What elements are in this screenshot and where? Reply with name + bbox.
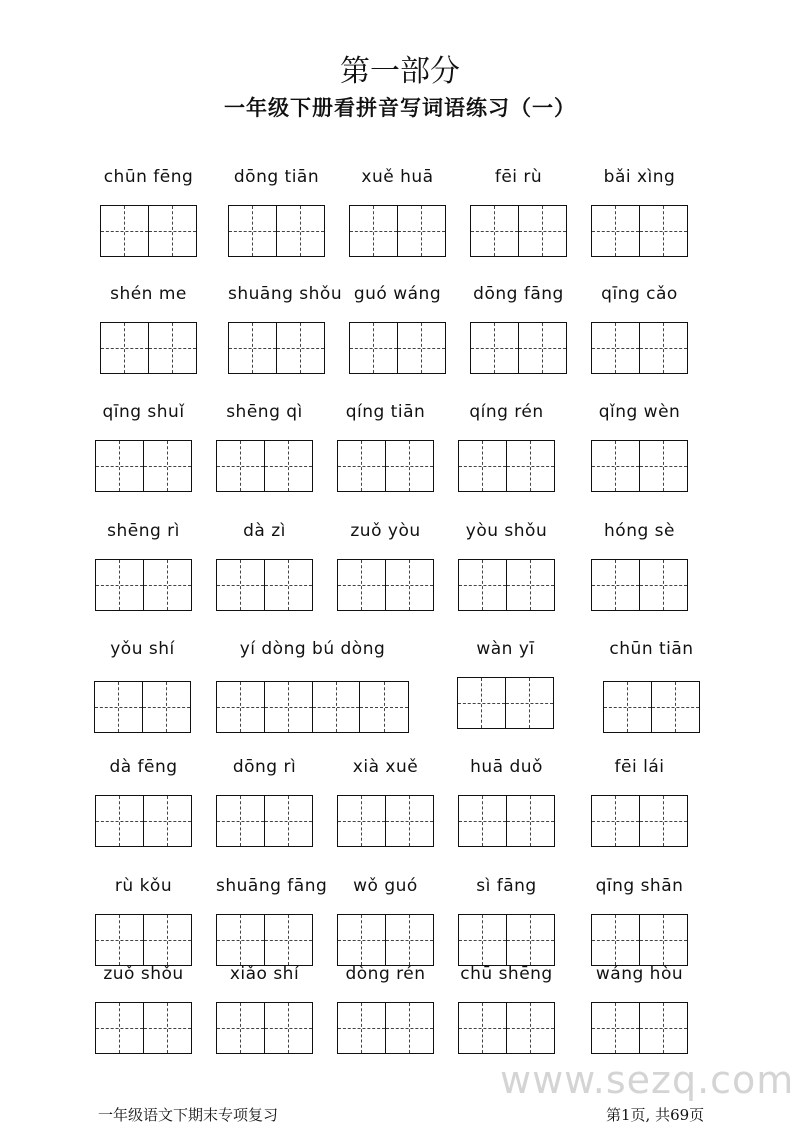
- tianzige-cell[interactable]: [144, 1003, 192, 1053]
- tianzige-cell[interactable]: [229, 323, 277, 373]
- writing-grid[interactable]: [337, 1002, 434, 1054]
- tianzige-cell[interactable]: [640, 441, 688, 491]
- pinyin-label: wáng hòu: [595, 964, 684, 984]
- writing-grid[interactable]: [591, 440, 688, 492]
- tianzige-cell[interactable]: [652, 682, 700, 732]
- pinyin-label: hóng sè: [604, 521, 675, 541]
- writing-grid[interactable]: [216, 440, 313, 492]
- writing-grid[interactable]: [458, 1002, 555, 1054]
- tianzige-cell[interactable]: [338, 915, 386, 965]
- tianzige-cell[interactable]: [96, 915, 144, 965]
- tianzige-cell[interactable]: [350, 206, 398, 256]
- pinyin-label: yí dòng bú dòng: [239, 639, 386, 659]
- tianzige-cell[interactable]: [265, 915, 313, 965]
- tianzige-cell[interactable]: [640, 915, 688, 965]
- tianzige-cell[interactable]: [95, 682, 143, 732]
- tianzige-cell[interactable]: [229, 206, 277, 256]
- writing-grid[interactable]: [458, 440, 555, 492]
- tianzige-cell[interactable]: [592, 441, 640, 491]
- pinyin-label: qǐng wèn: [598, 402, 681, 422]
- tianzige-cell[interactable]: [265, 441, 313, 491]
- writing-grid[interactable]: [94, 681, 191, 733]
- writing-grid[interactable]: [216, 795, 313, 847]
- tianzige-cell[interactable]: [386, 1003, 434, 1053]
- tianzige-cell[interactable]: [592, 915, 640, 965]
- pinyin-label: dà fēng: [109, 757, 178, 777]
- pinyin-label: chū shēng: [460, 964, 553, 984]
- tianzige-cell[interactable]: [149, 323, 197, 373]
- writing-grid[interactable]: [337, 795, 434, 847]
- tianzige-cell[interactable]: [96, 796, 144, 846]
- tianzige-cell[interactable]: [265, 682, 313, 732]
- writing-grid[interactable]: [591, 559, 688, 611]
- page-title: 第一部分: [340, 54, 460, 89]
- tianzige-cell[interactable]: [519, 206, 567, 256]
- pinyin-label: dòng rén: [345, 964, 426, 984]
- tianzige-cell[interactable]: [459, 1003, 507, 1053]
- pinyin-label: fēi rù: [494, 167, 543, 187]
- writing-grid[interactable]: [100, 205, 197, 257]
- tianzige-cell[interactable]: [507, 915, 555, 965]
- pinyin-label: guó wáng: [353, 284, 442, 304]
- writing-grid[interactable]: [349, 205, 446, 257]
- tianzige-cell[interactable]: [507, 796, 555, 846]
- watermark: www.sezq.com: [500, 1058, 795, 1102]
- tianzige-cell[interactable]: [398, 323, 446, 373]
- page-subtitle: 一年级下册看拼音写词语练习（一）: [224, 96, 576, 120]
- writing-grid[interactable]: [591, 1002, 688, 1054]
- tianzige-cell[interactable]: [398, 206, 446, 256]
- footer-page-number: 第1页, 共69页: [606, 1106, 705, 1124]
- pinyin-label: dōng tiān: [233, 167, 320, 187]
- writing-grid[interactable]: [458, 914, 555, 966]
- writing-grid[interactable]: [95, 795, 192, 847]
- tianzige-cell[interactable]: [459, 560, 507, 610]
- tianzige-cell[interactable]: [506, 678, 554, 728]
- tianzige-cell[interactable]: [338, 441, 386, 491]
- tianzige-cell[interactable]: [640, 206, 688, 256]
- tianzige-cell[interactable]: [386, 560, 434, 610]
- tianzige-cell[interactable]: [96, 441, 144, 491]
- tianzige-cell[interactable]: [458, 678, 506, 728]
- pinyin-label: chūn fēng: [103, 167, 194, 187]
- pinyin-label: shuāng shǒu: [228, 284, 343, 304]
- tianzige-cell[interactable]: [459, 441, 507, 491]
- tianzige-cell[interactable]: [350, 323, 398, 373]
- tianzige-cell[interactable]: [101, 206, 149, 256]
- writing-grid[interactable]: [337, 914, 434, 966]
- pinyin-label: fēi lái: [614, 757, 665, 777]
- tianzige-cell[interactable]: [96, 560, 144, 610]
- tianzige-cell[interactable]: [96, 1003, 144, 1053]
- pinyin-label: zuǒ shǒu: [103, 964, 184, 984]
- pinyin-label: rù kǒu: [114, 876, 173, 896]
- tianzige-cell[interactable]: [592, 1003, 640, 1053]
- pinyin-label: wǒ guó: [353, 876, 418, 896]
- tianzige-cell[interactable]: [507, 1003, 555, 1053]
- tianzige-cell[interactable]: [144, 796, 192, 846]
- pinyin-label: bǎi xìng: [603, 167, 676, 187]
- pinyin-label: xiǎo shí: [229, 964, 300, 984]
- writing-grid[interactable]: [591, 205, 688, 257]
- pinyin-label: dà zì: [243, 521, 286, 541]
- pinyin-label: shén me: [110, 284, 187, 304]
- tianzige-cell[interactable]: [101, 323, 149, 373]
- writing-grid[interactable]: [95, 1002, 192, 1054]
- pinyin-label: qíng rén: [469, 402, 544, 422]
- tianzige-cell[interactable]: [277, 206, 325, 256]
- pinyin-label: xià xuě: [352, 757, 419, 777]
- tianzige-cell[interactable]: [604, 682, 652, 732]
- tianzige-cell[interactable]: [143, 682, 191, 732]
- writing-grid[interactable]: [458, 559, 555, 611]
- writing-grid[interactable]: [591, 795, 688, 847]
- tianzige-cell[interactable]: [313, 682, 361, 732]
- tianzige-cell[interactable]: [471, 206, 519, 256]
- tianzige-cell[interactable]: [592, 796, 640, 846]
- writing-grid[interactable]: [216, 914, 313, 966]
- pinyin-label: qīng cǎo: [601, 284, 678, 304]
- writing-grid[interactable]: [591, 914, 688, 966]
- tianzige-cell[interactable]: [338, 796, 386, 846]
- writing-grid[interactable]: [228, 322, 325, 374]
- writing-grid[interactable]: [95, 440, 192, 492]
- tianzige-cell[interactable]: [592, 206, 640, 256]
- writing-grid[interactable]: [100, 322, 197, 374]
- tianzige-cell[interactable]: [217, 915, 265, 965]
- pinyin-label: shēng rì: [107, 521, 180, 541]
- tianzige-cell[interactable]: [640, 560, 688, 610]
- tianzige-cell[interactable]: [459, 915, 507, 965]
- tianzige-cell[interactable]: [459, 796, 507, 846]
- writing-grid[interactable]: [349, 322, 446, 374]
- tianzige-cell[interactable]: [217, 1003, 265, 1053]
- tianzige-cell[interactable]: [519, 323, 567, 373]
- writing-grid[interactable]: [337, 440, 434, 492]
- tianzige-cell[interactable]: [386, 441, 434, 491]
- pinyin-label: dōng rì: [232, 757, 297, 777]
- writing-grid[interactable]: [457, 677, 554, 729]
- writing-grid[interactable]: [216, 1002, 313, 1054]
- pinyin-label: yòu shǒu: [465, 521, 548, 541]
- writing-grid[interactable]: [216, 681, 409, 733]
- writing-grid[interactable]: [95, 914, 192, 966]
- writing-grid[interactable]: [603, 681, 700, 733]
- tianzige-cell[interactable]: [471, 323, 519, 373]
- tianzige-cell[interactable]: [592, 323, 640, 373]
- tianzige-cell[interactable]: [338, 1003, 386, 1053]
- tianzige-cell[interactable]: [640, 323, 688, 373]
- writing-grid[interactable]: [470, 322, 567, 374]
- pinyin-label: yǒu shí: [110, 639, 175, 659]
- pinyin-label: xuě huā: [361, 167, 434, 187]
- pinyin-label: chūn tiān: [609, 639, 694, 659]
- tianzige-cell[interactable]: [507, 560, 555, 610]
- pinyin-label: shuāng fāng: [216, 876, 328, 896]
- pinyin-label: zuǒ yòu: [350, 521, 421, 541]
- footer-course: 一年级语文下期末专项复习: [98, 1106, 279, 1124]
- tianzige-cell[interactable]: [217, 441, 265, 491]
- pinyin-label: qīng shān: [595, 876, 684, 896]
- writing-grid[interactable]: [95, 559, 192, 611]
- tianzige-cell[interactable]: [640, 796, 688, 846]
- tianzige-cell[interactable]: [217, 682, 265, 732]
- tianzige-cell[interactable]: [144, 560, 192, 610]
- tianzige-cell[interactable]: [592, 560, 640, 610]
- writing-grid[interactable]: [228, 205, 325, 257]
- tianzige-cell[interactable]: [386, 796, 434, 846]
- tianzige-cell[interactable]: [507, 441, 555, 491]
- tianzige-cell[interactable]: [386, 915, 434, 965]
- tianzige-cell[interactable]: [265, 560, 313, 610]
- tianzige-cell[interactable]: [149, 206, 197, 256]
- tianzige-cell[interactable]: [144, 441, 192, 491]
- tianzige-cell[interactable]: [277, 323, 325, 373]
- pinyin-label: dōng fāng: [473, 284, 564, 304]
- tianzige-cell[interactable]: [144, 915, 192, 965]
- pinyin-label: qīng shuǐ: [102, 402, 185, 422]
- writing-grid[interactable]: [337, 559, 434, 611]
- pinyin-label: shēng qì: [226, 402, 303, 422]
- tianzige-cell[interactable]: [217, 560, 265, 610]
- writing-grid[interactable]: [216, 559, 313, 611]
- pinyin-label: huā duǒ: [470, 757, 543, 777]
- writing-grid[interactable]: [591, 322, 688, 374]
- writing-grid[interactable]: [470, 205, 567, 257]
- pinyin-label: wàn yī: [476, 639, 535, 659]
- tianzige-cell[interactable]: [217, 796, 265, 846]
- pinyin-label: qíng tiān: [345, 402, 426, 422]
- tianzige-cell[interactable]: [360, 682, 408, 732]
- tianzige-cell[interactable]: [265, 1003, 313, 1053]
- pinyin-label: sì fāng: [476, 876, 537, 896]
- tianzige-cell[interactable]: [265, 796, 313, 846]
- tianzige-cell[interactable]: [338, 560, 386, 610]
- tianzige-cell[interactable]: [640, 1003, 688, 1053]
- writing-grid[interactable]: [458, 795, 555, 847]
